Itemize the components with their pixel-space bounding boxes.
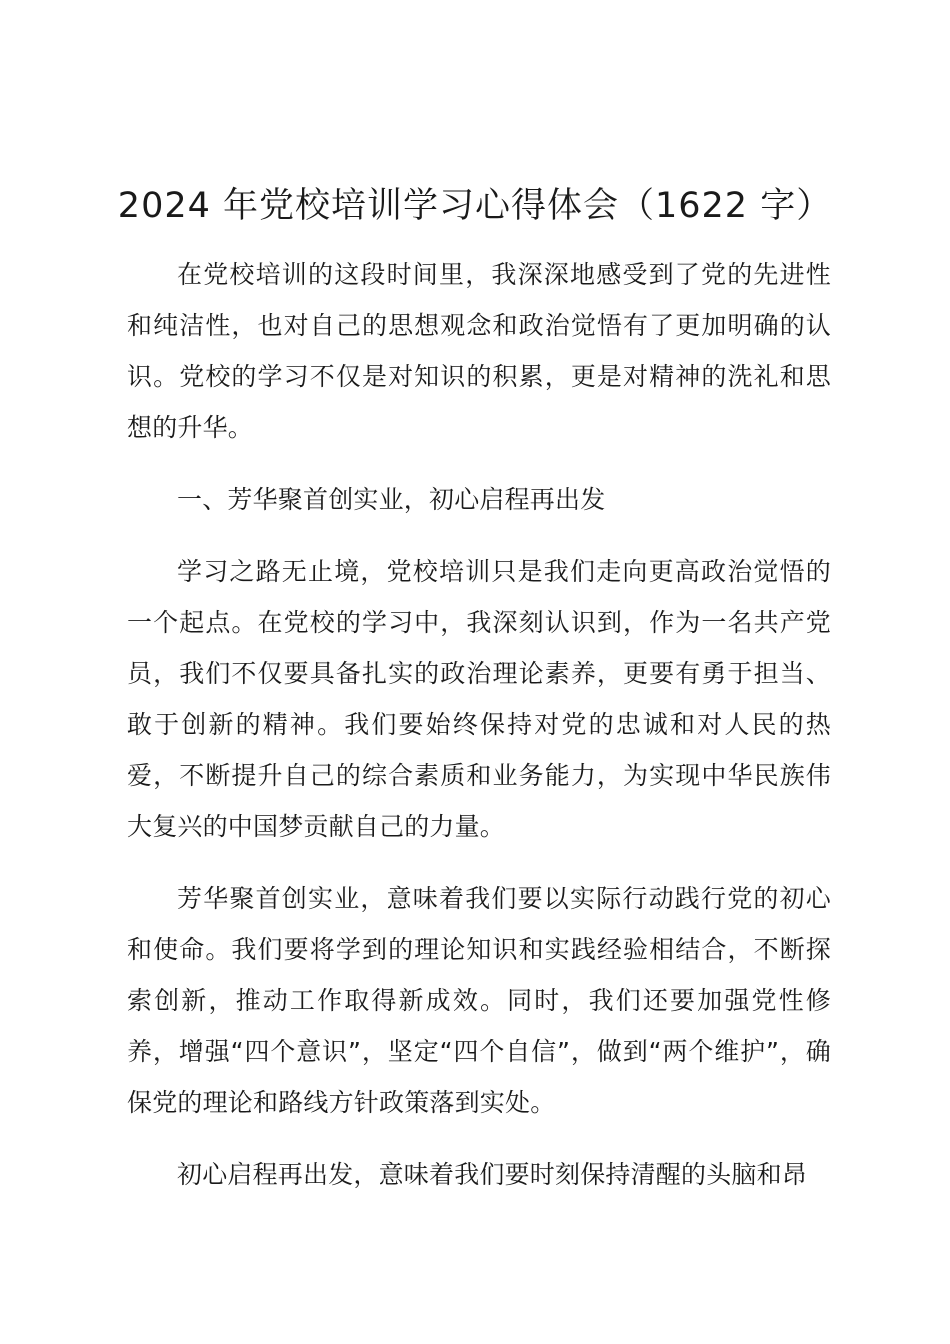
body-paragraph: 初心启程再出发，意味着我们要时刻保持清醒的头脑和昂 — [177, 1160, 808, 1189]
intro-paragraph: 在党校培训的这段时间里，我深深地感受到了党的先进性和纯洁性，也对自己的思想观念和政治觉悟有了更加明确的认识。党校的学习不仅是对知识的积累，更是对精神的洗礼和思想的升华。 — [127, 260, 831, 442]
document-title: 2024 年党校培训学习心得体会（1622 字） — [117, 186, 833, 226]
body-paragraph: 芳华聚首创实业，意味着我们要以实际行动践行党的初心和使命。我们要将学到的理论知识和实践经验相结合，不断探索创新，推动工作取得新成效。同时，我们还要加强党性修养，增强“四个意识”，坚定“四个自信”，做到“两个维护”，确保党的理论和路线方针政策落到实处。 — [127, 884, 831, 1117]
document-body — [127, 249, 831, 1221]
body-paragraph: 学习之路无止境，党校培训只是我们走向更高政治觉悟的一个起点。在党校的学习中，我深刻认识到，作为一名共产党员，我们不仅要具备扎实的政治理论素养，更要有勇于担当、敢于创新的精神。我们要始终保持对党的忠诚和对人民的热爱，不断提升自己的综合素质和业务能力，为实现中华民族伟大复兴的中国梦贡献自己的力量。 — [127, 557, 831, 841]
section-heading: 一、芳华聚首创实业，初心启程再出发 — [177, 485, 606, 514]
